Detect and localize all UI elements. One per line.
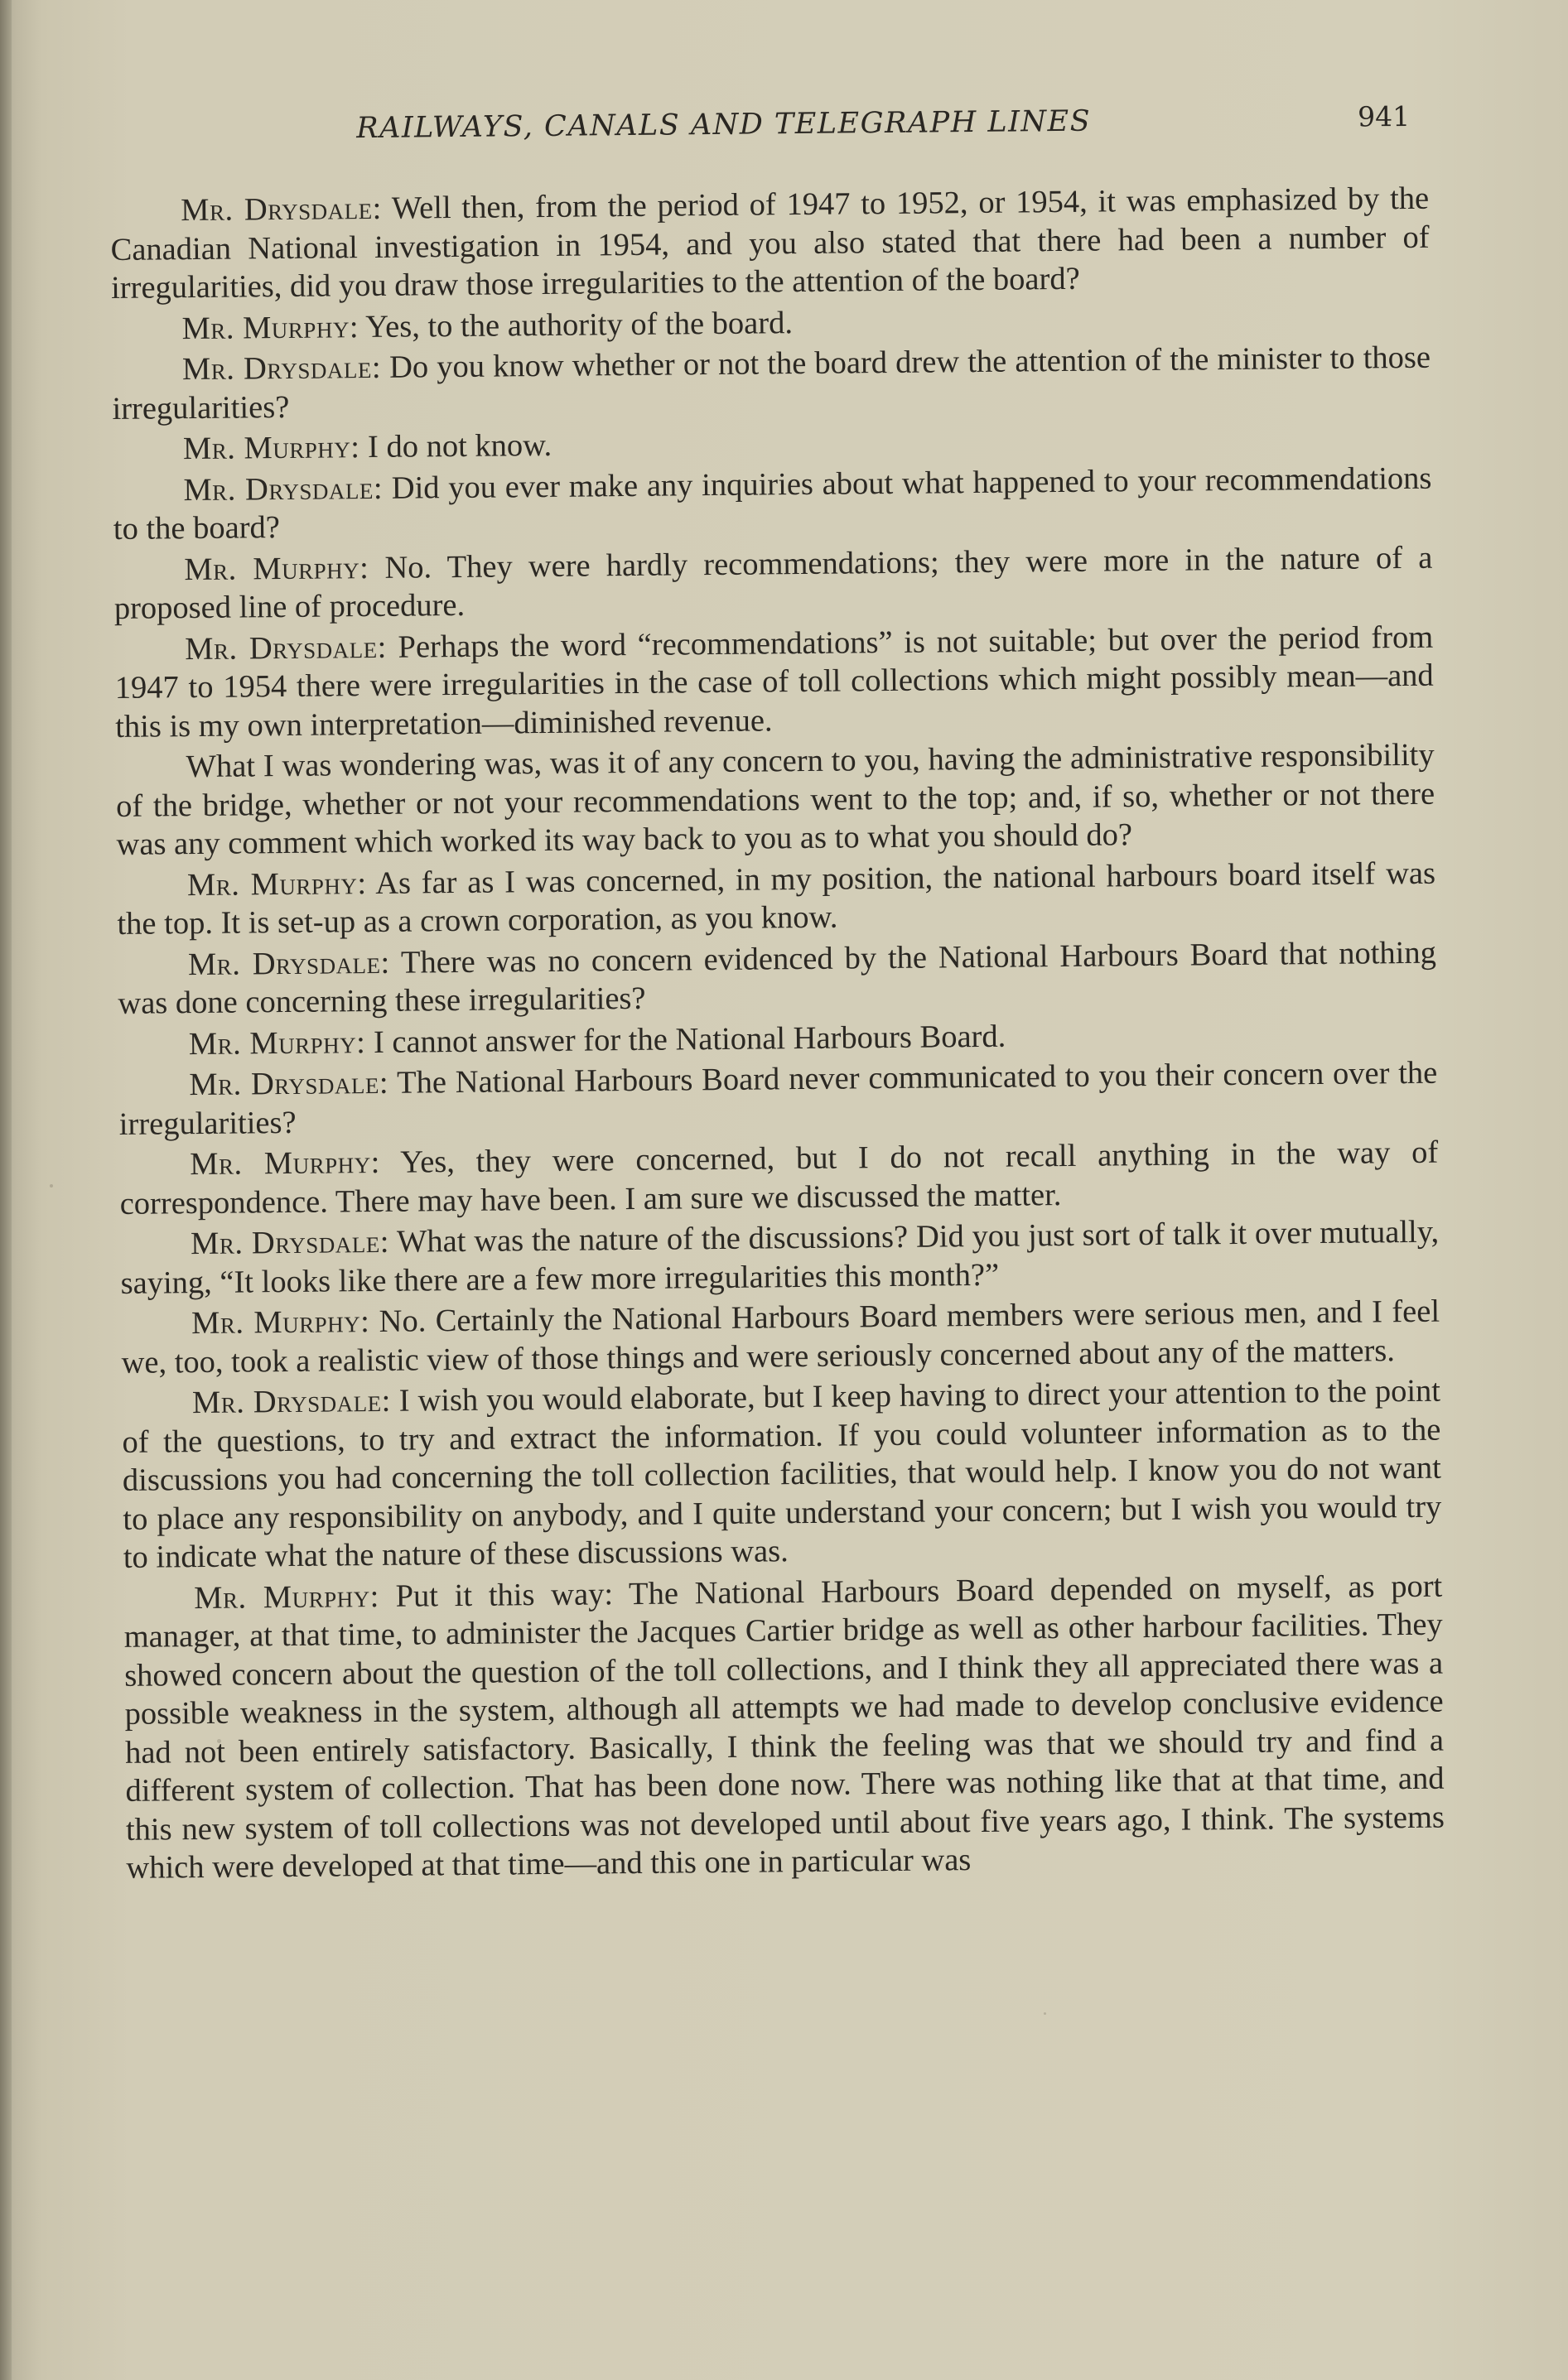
speaker-name: Mr. Drysdale:	[190, 1224, 390, 1262]
speaker-name: Mr. Murphy:	[186, 865, 367, 903]
paragraph	[118, 1054, 1438, 1144]
speaker-name: Mr. Drysdale:	[191, 1383, 392, 1421]
speaker-name: Mr. Drysdale:	[181, 349, 382, 388]
paragraph-text: What was the nature of the discussions? Did you just sort of talk it over mutually, saying, “It looks like there are a few more irregularities this month?”	[120, 1214, 1440, 1301]
speaker-name: Mr. Murphy:	[191, 1304, 370, 1342]
paragraph-text: As far as I was concerned, in my position, the national harbours board itself was the top. It is set-up as a crown corporation, as you know.	[117, 855, 1436, 942]
paragraph	[122, 1372, 1442, 1578]
paragraph	[113, 538, 1433, 628]
speaker-name: Mr. Murphy:	[188, 1024, 366, 1062]
running-title: RAILWAYS, CANALS AND TELEGRAPH LINES	[356, 104, 1092, 146]
paragraph-text: I cannot answer for the National Harbours Board.	[365, 1019, 1006, 1060]
paragraph	[114, 618, 1434, 746]
page-header	[108, 97, 1426, 159]
paragraph-text: No. They were hardly recommendations; they were more in the nature of a proposed line of procedure.	[113, 540, 1433, 626]
paragraph-text: What I was wondering was, was it of any concern to you, having the administrative responsibility of the bridge, whether or not your recommendations went to the top; and, if so, whether or not there was any comment which worked its way back to you as to what you should do?	[115, 737, 1435, 862]
speaker-name: Mr. Murphy:	[190, 1144, 381, 1183]
paper-speck	[1044, 2012, 1046, 2015]
paragraph-text: I do not know.	[359, 427, 552, 465]
paragraph	[121, 1293, 1440, 1382]
paragraph	[123, 1567, 1445, 1887]
paragraph	[118, 933, 1437, 1023]
book-spine-shadow	[0, 0, 12, 2380]
paragraph	[113, 459, 1432, 548]
paragraph	[120, 1213, 1440, 1303]
speaker-name: Mr. Drysdale:	[185, 629, 388, 667]
paragraph-text: Yes, they were concerned, but I do not recall anything in the way of correspondence. There may have been. I am sure we discussed the matter.	[119, 1135, 1439, 1221]
paragraph	[119, 1134, 1439, 1223]
paragraph-text: Do you know whether or not the board drew the attention of the minister to those irregularities?	[112, 340, 1431, 426]
paragraph-text: Did you ever make any inquiries about what happened to your recommendations to the board?	[113, 460, 1432, 547]
paper-speck	[50, 1184, 53, 1188]
paragraph-text: I wish you would elaborate, but I keep having to direct your attention to the point of the questions, to try and extract the information. If you could volunteer information as to the discussions you had concerning the toll collection facilities, that would help. I know you do not want to place any responsibility on anybody, and I quite understand your concern; but I wish you would try to indicate what the nature of these discussions was.	[122, 1373, 1442, 1575]
speaker-name: Mr. Murphy:	[182, 430, 360, 467]
speaker-name: Mr. Drysdale:	[181, 190, 383, 229]
speaker-name: Mr. Drysdale:	[183, 470, 384, 508]
paragraph-text: The National Harbours Board never communicated to you their concern over the irregularities?	[118, 1055, 1438, 1142]
speaker-name: Mr. Murphy:	[181, 309, 359, 346]
speaker-name: Mr. Murphy:	[194, 1578, 380, 1616]
paragraph-text: Well then, from the period of 1947 to 1952, or 1954, it was emphasized by the Canadian National investigation in 1954, and you also stated that there had been a number of irregularities, did you draw those irregularities to the attention of the board?	[110, 181, 1430, 306]
paragraph-text: There was no concern evidenced by the National Harbours Board that nothing was done concerning these irregularities?	[118, 935, 1437, 1021]
paragraph-text: Perhaps the word “recommendations” is not suitable; but over the period from 1947 to 1954 there were irregularities in the case of toll collections which might possibly mean—and this is my own interpretation—diminished revenue.	[114, 619, 1434, 744]
speaker-name: Mr. Drysdale:	[187, 945, 390, 982]
speaker-name: Mr. Drysdale:	[189, 1065, 389, 1103]
paragraph	[110, 180, 1430, 308]
paragraph-text: Put it this way: The National Harbours Board depended on myself, as port manager, at that time, to administer the Jacques Cartier bridge as well as other harbour facilities. They showed concern about the question of the toll collections, and I think they all appreciated there was a possible weakness in the system, although all attempts we had made to develop conclusive evidence had not been entirely satisfactory. Basically, I think the feeling was that we should try and find a different system of collection. That has been done now. There was nothing like that at that time, and this new system of toll collections was not developed until about five years ago, I think. The systems which were developed at that time—and this one in particular was	[123, 1568, 1445, 1886]
paragraph	[115, 736, 1435, 865]
paragraph-text: No. Certainly the National Harbours Board members were serious men, and I feel we, too, took a realistic view of those things and were seriously concerned about any of the matters.	[121, 1294, 1440, 1380]
page-number: 941	[1357, 99, 1411, 133]
paragraph-text: Yes, to the authority of the board.	[358, 305, 794, 344]
speaker-name: Mr. Murphy:	[184, 550, 369, 587]
paragraph	[117, 854, 1436, 943]
transcript-body	[110, 180, 1445, 1891]
paragraph	[112, 339, 1431, 428]
